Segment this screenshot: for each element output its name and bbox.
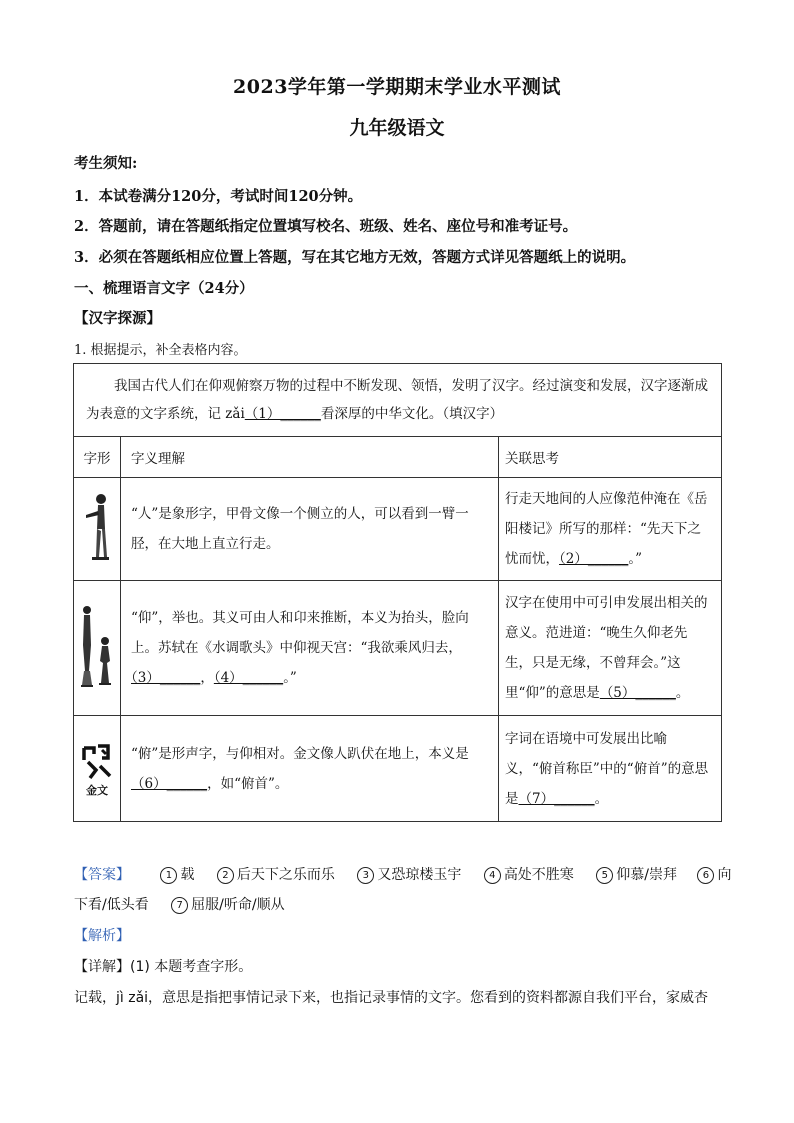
ren-figure-icon (80, 491, 114, 563)
answer-label: 【答案】 (74, 867, 130, 883)
header-glyph: 字形 (74, 437, 121, 478)
meaning-1-text: “人”是象形字，甲骨文像一个侧立的人，可以看到一臂一胫，在大地上直立行走。 (131, 506, 469, 552)
exam-subtitle: 九年级语文 (349, 117, 445, 139)
answer-block (74, 860, 734, 920)
meaning-3-text: “俯”是形声字，与仰相对。金文像人趴伏在地上，本义是 (131, 745, 469, 762)
detail-label: 【详解】 (74, 959, 130, 975)
blank-6: （6）______ (131, 775, 208, 792)
answer-item (357, 867, 461, 883)
exam-title: 2023学年第一学期期末学业水平测试 (233, 76, 561, 98)
notice-heading: 考生须知: (74, 155, 138, 172)
blank-1: （1）______ (244, 406, 321, 422)
table-row (74, 478, 722, 581)
assoc-1-end: 。” (628, 551, 642, 567)
notice-item-1: 1．本试卷满分120分，考试时间120分钟。 (74, 188, 363, 205)
answer-item (160, 867, 194, 883)
row-1-association (499, 478, 722, 581)
answer-number: 3 (357, 867, 374, 884)
meaning-2-sep: ， (200, 670, 214, 686)
answer-number: 2 (217, 867, 234, 884)
answer-text: 后天下之乐而乐 (236, 867, 335, 883)
analysis-detail-line: 记载，jì zǎi，意思是指把事情记录下来，也指记录事情的文字。您看到的资料都源自我们平台，家威杏 (74, 990, 709, 1006)
glyph-yang (74, 581, 121, 716)
section-title: 一、梳理语言文字（24分） (74, 280, 254, 297)
header-association: 关联思考 (499, 437, 722, 478)
row-3-meaning (121, 716, 499, 822)
yang-figure-icon (77, 601, 117, 691)
row-1-meaning (121, 478, 499, 581)
answer-item (171, 897, 284, 913)
header-meaning: 字义理解 (121, 437, 499, 478)
row-2-meaning (121, 581, 499, 716)
blank-4: （4）______ (213, 670, 284, 686)
section-subtitle: 【汉字探源】 (74, 310, 161, 327)
analysis-label: 【解析】 (74, 928, 130, 944)
row-3-association (499, 716, 722, 822)
answer-number: 6 (697, 867, 714, 884)
blank-5: （5）______ (599, 685, 676, 701)
table-row (74, 716, 722, 822)
answer-text: 向下看/低头看 (74, 867, 732, 913)
glyph-ren (74, 478, 121, 581)
answer-number: 4 (484, 867, 501, 884)
blank-7: （7）______ (518, 790, 595, 807)
assoc-1-text: 行走天地间的人应像范仲淹在《岳阳楼记》所写的那样：“先天下之忧而忧， (505, 491, 708, 567)
table-row (74, 581, 722, 716)
assoc-3-text: 字词在语境中可发展出比喻义，“俯首称臣”中的“俯首”的意思是 (505, 730, 709, 807)
answer-text: 仰慕/崇拜 (616, 867, 677, 883)
intro-text-before: 我国古代人们在仰观俯察万物的过程中不断发现、领悟，发明了汉字。经过演变和发展，汉字逐渐成为表意的文字系统，记 zǎi (86, 378, 708, 422)
detail-text: (1) 本题考查字形。 (130, 959, 253, 975)
answer-number: 1 (160, 867, 177, 884)
answer-text: 屈服/听命/顺从 (191, 897, 285, 913)
notice-item-3: 3．必须在答题纸相应位置上答题，写在其它地方无效，答题方式详见答题纸上的说明。 (74, 249, 636, 266)
meaning-2-end: 。” (283, 670, 297, 686)
fu-jinwen-icon (80, 740, 114, 780)
assoc-2-end: 。 (675, 685, 690, 701)
answer-item (484, 867, 574, 883)
assoc-3-end: 。 (594, 790, 609, 807)
jinwen-label: 金文 (86, 783, 108, 797)
answer-text: 载 (180, 867, 195, 883)
notice-item-2: 2．答题前，请在答题纸指定位置填写校名、班级、姓名、座位号和准考证号。 (74, 218, 578, 235)
answer-item (217, 867, 335, 883)
answer-table (73, 363, 722, 822)
answer-number: 7 (171, 897, 188, 914)
table-intro (74, 364, 722, 437)
row-2-association (499, 581, 722, 716)
question-1: 1. 根据提示，补全表格内容。 (74, 343, 247, 358)
intro-text-after: 看深厚的中华文化。（填汉字） (320, 406, 504, 422)
blank-2: （2）______ (559, 551, 629, 567)
answer-text: 又恐琼楼玉宇 (377, 867, 462, 883)
analysis-detail (74, 956, 252, 976)
meaning-2-text: “仰”，举也。其义可由人和卬来推断，本义为抬头，脸向上。苏轼在《水调歌头》中仰视天宫：“我欲乘风归去， (131, 610, 469, 656)
answer-item (596, 867, 677, 883)
assoc-2-text: 汉字在使用中可引申发展出相关的意义。范进道：“晚生久仰老先生，只是无缘，不曾拜会。”这里“仰”的意思是 (505, 595, 708, 701)
glyph-fu (74, 716, 121, 822)
meaning-3-end: ，如“俯首”。 (207, 775, 289, 792)
blank-3: （3）______ (131, 670, 201, 686)
answer-number: 5 (596, 867, 613, 884)
answer-text: 高处不胜寒 (503, 867, 574, 883)
